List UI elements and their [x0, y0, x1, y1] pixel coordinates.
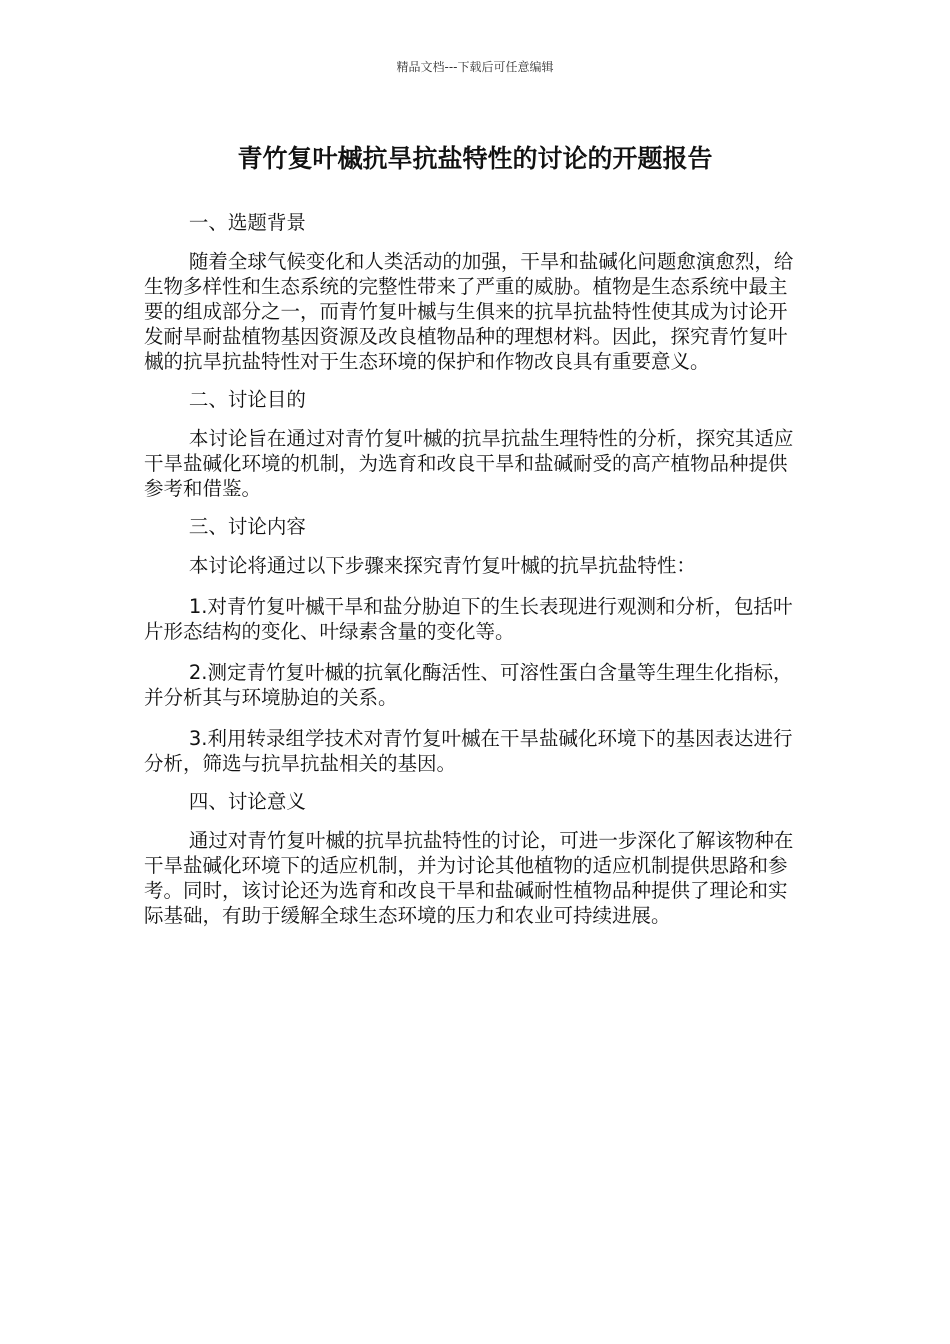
- section-heading-significance: 四、讨论意义: [188, 790, 306, 813]
- paragraph-purpose: 本讨论旨在通过对青竹复叶槭的抗旱抗盐生理特性的分析，探究其适应干旱盐碱化环境的机制，为选育和改良干旱和盐碱耐受的高产植物品种提供参考和借鉴。: [144, 427, 794, 500]
- document-title: 青竹复叶槭抗旱抗盐特性的讨论的开题报告: [237, 144, 713, 173]
- paragraph-content-step-2: 2.测定青竹复叶槭的抗氧化酶活性、可溶性蛋白含量等生理生化指标，并分析其与环境胁迫的关系。: [144, 661, 793, 709]
- header-note: 精品文档---下载后可任意编辑: [396, 60, 554, 74]
- paragraph-content-step-3: 3.利用转录组学技术对青竹复叶槭在干旱盐碱化环境下的基因表达进行分析，筛选与抗旱抗盐相关的基因。: [144, 727, 793, 775]
- section-heading-purpose: 二、讨论目的: [188, 388, 306, 411]
- paragraph-significance: 通过对青竹复叶槭的抗旱抗盐特性的讨论，可进一步深化了解该物种在干旱盐碱化环境下的适应机制，并为讨论其他植物的适应机制提供思路和参考。同时，该讨论还为选育和改良干旱和盐碱耐性植物品种提供了理论和实际基础，有助于缓解全球生态环境的压力和农业可持续进展。: [144, 829, 794, 927]
- section-heading-content: 三、讨论内容: [188, 515, 306, 538]
- section-heading-background: 一、选题背景: [188, 211, 306, 234]
- paragraph-background: 随着全球气候变化和人类活动的加强，干旱和盐碱化问题愈演愈烈，给生物多样性和生态系统的完整性带来了严重的威胁。植物是生态系统中最主要的组成部分之一，而青竹复叶槭与生俱来的抗旱抗盐特性使其成为讨论开发耐旱耐盐植物基因资源及改良植物品种的理想材料。因此，探究青竹复叶槭的抗旱抗盐特性对于生态环境的保护和作物改良具有重要意义。: [144, 250, 794, 373]
- paragraph-content-step-1: 1.对青竹复叶槭干旱和盐分胁迫下的生长表现进行观测和分析，包括叶片形态结构的变化、叶绿素含量的变化等。: [144, 595, 793, 643]
- paragraph-content-intro: 本讨论将通过以下步骤来探究青竹复叶槭的抗旱抗盐特性：: [188, 554, 696, 577]
- document-body: [144, 210, 806, 928]
